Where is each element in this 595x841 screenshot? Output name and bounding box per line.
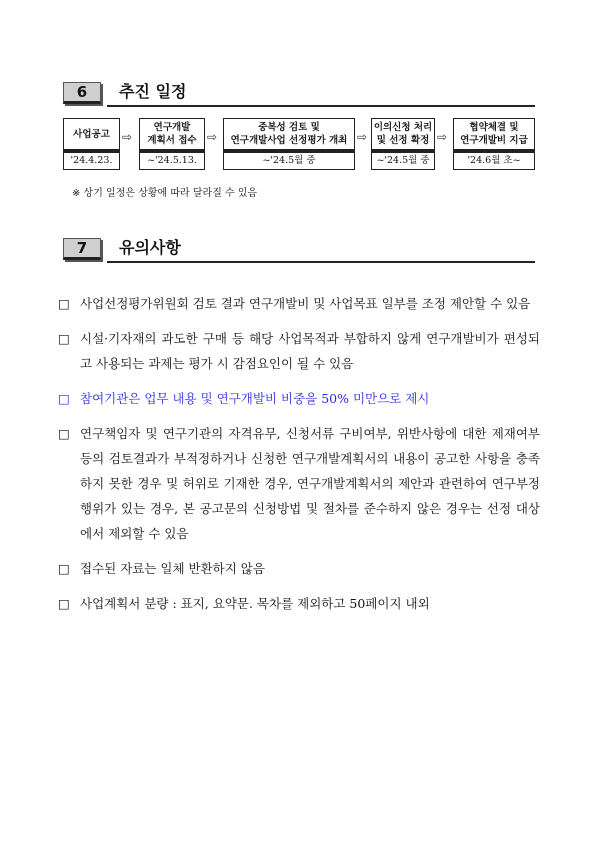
schedule-step-label (223, 118, 355, 152)
schedule-step-label (139, 118, 205, 152)
notice-text: 사업선정평가위원회 검토 결과 연구개발비 및 사업목표 일부를 조정 제안할 수 있음 (80, 296, 531, 311)
schedule-step-date: '24.6월 초~ (453, 152, 535, 170)
section-7-header (63, 238, 535, 262)
notice-item (58, 556, 540, 581)
notice-item (58, 591, 540, 616)
schedule-step-label (371, 118, 435, 152)
schedule-step-label (453, 118, 535, 152)
step-label-line1: 이의신청 처리 (373, 122, 433, 133)
section-6-number: 6 (63, 82, 101, 104)
step-label-line1: 중복성 검토 및 (258, 122, 320, 133)
notice-text: 시설·기자재의 과도한 구매 등 해당 사업목적과 부합하지 않게 연구개발비가 편성되고 사용되는 과제는 평가 시 감점요인이 될 수 있음 (80, 331, 540, 371)
step-label-line1: 협약체결 및 (469, 122, 519, 133)
schedule-step-date: ~'24.5월 중 (371, 152, 435, 170)
schedule-step-label (63, 118, 120, 152)
section-6-title: 추진 일정 (119, 82, 187, 101)
step-label-line1: 연구개발 (153, 122, 191, 133)
arrow-right-icon: ⇨ (122, 130, 133, 144)
step-label-line2: 및 선정 확정 (376, 135, 430, 146)
checkbox-icon: □ (58, 296, 70, 311)
notice-text: 참여기관은 업무 내용 및 연구개발비 비중을 50% 미만으로 제시 (80, 391, 430, 406)
checkbox-icon: □ (58, 426, 70, 441)
notice-item (58, 291, 540, 316)
step-label-line1: 사업공고 (73, 128, 110, 140)
section-7-rule (107, 261, 535, 263)
step-label-line2: 연구개발비 지급 (460, 135, 528, 146)
notice-item (58, 326, 540, 376)
schedule-step-date: '24.4.23. (63, 152, 120, 170)
section-6-header (63, 82, 535, 106)
checkbox-icon: □ (58, 331, 70, 346)
step-label-line2: 연구개발사업 선정평가 개최 (230, 135, 348, 146)
notice-item-highlighted (58, 386, 540, 411)
schedule-step-date: ~'24.5.13. (139, 152, 205, 170)
step-label-line2: 계획서 접수 (147, 135, 197, 146)
schedule-flow (63, 118, 535, 174)
notice-list (58, 291, 540, 626)
notice-item (58, 421, 540, 546)
schedule-note: ※ 상기 일정은 상황에 따라 달라질 수 있음 (72, 188, 258, 199)
section-6-rule (107, 105, 535, 107)
section-7-title: 유의사항 (119, 238, 181, 257)
checkbox-icon: □ (58, 391, 70, 406)
schedule-step-date: ~'24.5월 중 (223, 152, 355, 170)
arrow-right-icon: ⇨ (437, 130, 448, 144)
notice-text: 접수된 자료는 일체 반환하지 않음 (80, 561, 265, 576)
notice-text: 연구책임자 및 연구기관의 자격유무, 신청서류 구비여부, 위반사항에 대한 제재여부 등의 검토결과가 부적정하거나 신청한 연구개발계획서의 내용이 공고한 사항을 충족하지 못한 경우 및 허위로 기재한 경우, 연구개발계획서의 제안과 관련하여 연구부정행위가 있는 경우, 본 공고문의 신청방법 및 절차를 준수하지 않은 경우는 선정 대상에서 제외할 수 있음 (80, 426, 540, 541)
arrow-right-icon: ⇨ (357, 130, 368, 144)
checkbox-icon: □ (58, 561, 70, 576)
checkbox-icon: □ (58, 596, 70, 611)
notice-text: 사업계획서 분량 : 표지, 요약문. 목차를 제외하고 50페이지 내외 (80, 596, 430, 611)
arrow-right-icon: ⇨ (207, 130, 218, 144)
section-7-number: 7 (63, 238, 101, 260)
